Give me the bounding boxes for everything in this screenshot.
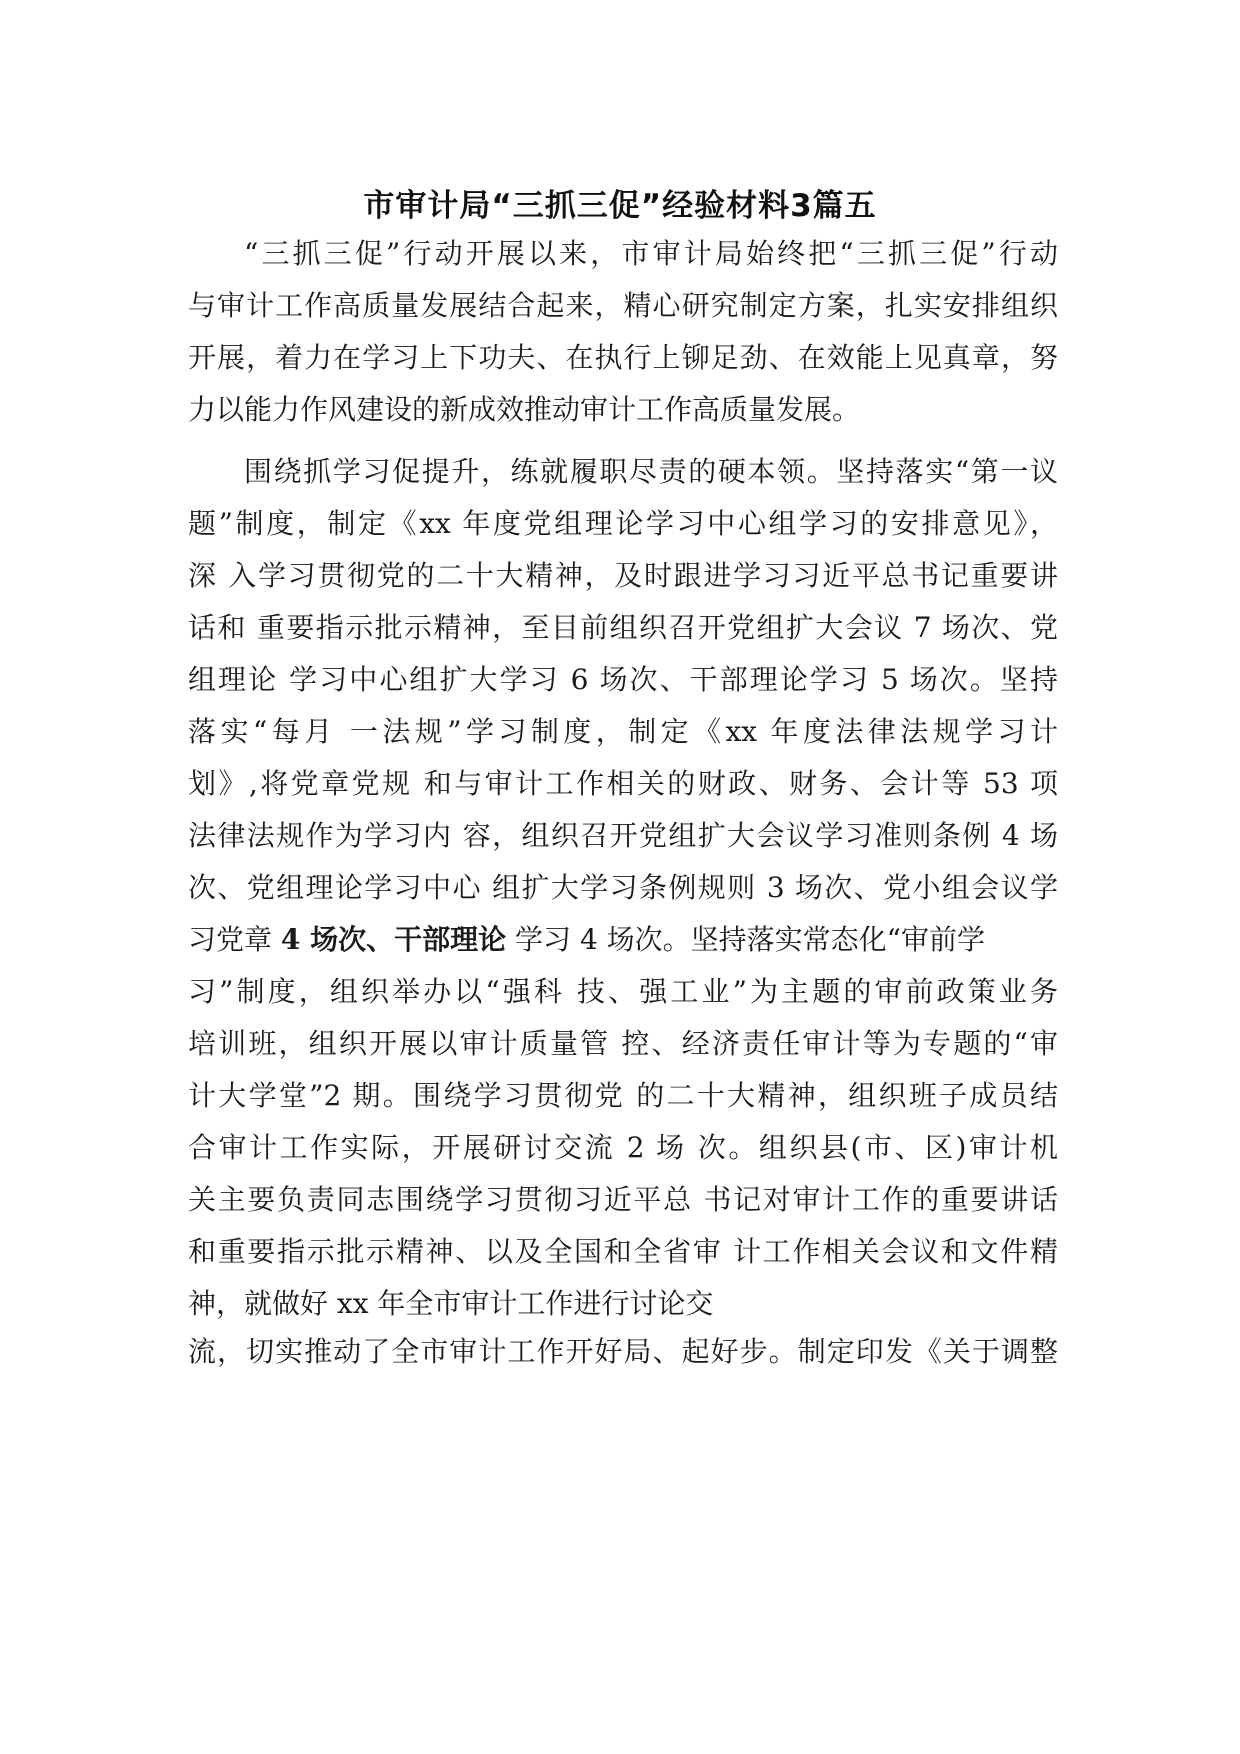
bold-text: 4 场次、干部理论 [280, 923, 507, 956]
paragraph-2-line-2: 题”制度，制定《xx 年度党组理论学习中心组学习的安排意见》， [188, 507, 1058, 540]
paragraph-1-line-2: 与审计工作高质量发展结合起来，精心研究制定方案，扎实安排组织 [188, 289, 1058, 322]
document-title: 市审计局“三抓三促”经验材料3篇五 [363, 188, 877, 224]
paragraph-2-line-18: 流，切实推动了全市审计工作开好局、起好步。制定印发《关于调整 [188, 1335, 1058, 1368]
paragraph-1-line-3: 开展，着力在学习上下功夫、在执行上铆足劲、在效能上见真章，努 [188, 341, 1058, 374]
paragraph-1-line-1: “三抓三促”行动开展以来，市审计局始终把“三抓三促”行动 [244, 237, 1058, 270]
paragraph-2-line-6: 落实“每月 一法规”学习制度，制定《xx 年度法律法规学习计 [188, 715, 1058, 748]
paragraph-2-line-14: 合审计工作实际，开展研讨交流 2 场 次。组织县(市、区)审计机 [188, 1131, 1058, 1164]
paragraph-2-line-8: 法律法规作为学习内 容，组织召开党组扩大会议学习准则条例 4 场 [188, 819, 1058, 852]
paragraph-2-line-16: 和重要指示批示精神、以及全国和全省审 计工作相关会议和文件精 [188, 1235, 1058, 1268]
paragraph-1-line-4: 力以能力作风建设的新成效推动审计工作高质量发展。 [188, 393, 861, 426]
paragraph-2-line-7: 划》,将党章党规 和与审计工作相关的财政、财务、会计等 53 项 [188, 767, 1058, 800]
paragraph-2-line-15: 关主要负责同志围绕学习贯彻习近平总 书记对审计工作的重要讲话 [188, 1183, 1058, 1216]
paragraph-2-line-3: 深 入学习贯彻党的二十大精神，及时跟进学习习近平总书记重要讲 [188, 559, 1058, 592]
paragraph-2-line-13: 计大学堂”2 期。围绕学习贯彻党 的二十大精神，组织班子成员结 [188, 1079, 1058, 1112]
paragraph-2-line-17: 神，就做好 xx 年全市审计工作进行讨论交 [188, 1287, 714, 1320]
paragraph-2-line-9: 次、党组理论学习中心 组扩大学习条例规则 3 场次、党小组会议学 [188, 871, 1058, 904]
line-text-part: 习党章 [188, 923, 281, 956]
paragraph-2-line-1: 围绕抓学习促提升，练就履职尽责的硬本领。坚持落实“第一议 [244, 455, 1058, 488]
paragraph-2-line-10 [188, 914, 1058, 966]
paragraph-2-line-5: 组理论 学习中心组扩大学习 6 场次、干部理论学习 5 场次。坚持 [188, 663, 1058, 696]
paragraph-2-line-11: 习”制度，组织举办以“强科 技、强工业”为主题的审前政策业务 [188, 975, 1058, 1008]
paragraph-2-line-4: 话和 重要指示批示精神，至目前组织召开党组扩大会议 7 场次、党 [188, 611, 1058, 644]
paragraph-2-line-12: 培训班，组织开展以审计质量管 控、经济责任审计等为专题的“审 [188, 1027, 1058, 1060]
line-text-part: 学习 4 场次。坚持落实常态化“审前学 [506, 923, 985, 956]
